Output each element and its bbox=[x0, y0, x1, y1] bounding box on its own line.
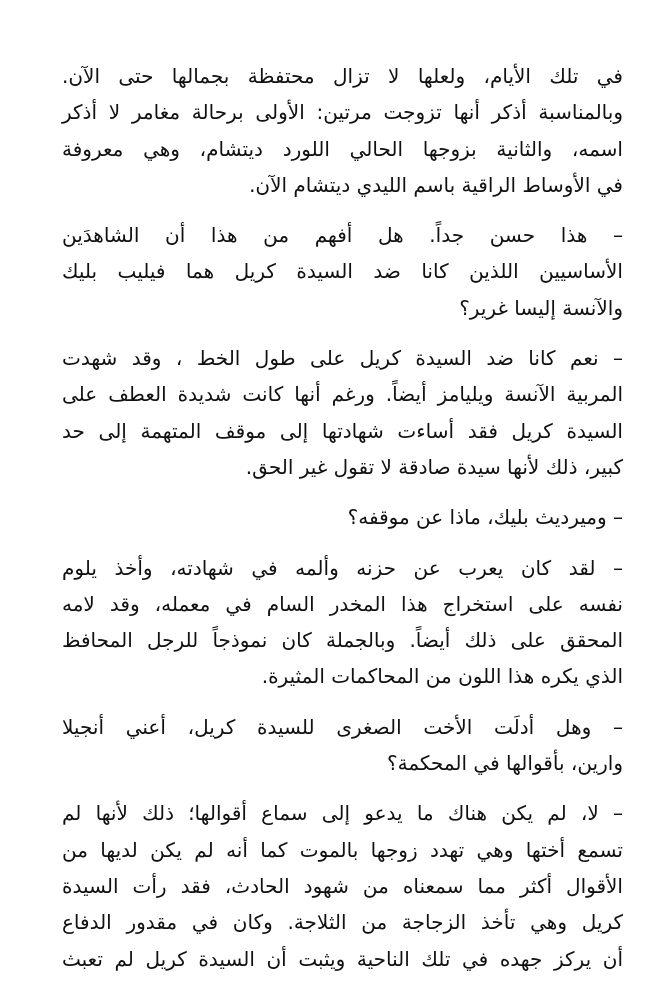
page-text bbox=[62, 58, 623, 991]
text-line: الأقوال أكثر مما سمعناه من شهود الحادث، فقد رأت السيدة bbox=[62, 873, 623, 898]
text-line: الأساسيين اللذين كانا ضد السيدة كريل هما فيليب بليك bbox=[62, 259, 623, 284]
text-line: – نعم كانا ضد السيدة كريل على طول الخط ، وقد شهدت bbox=[62, 346, 623, 371]
text-line: كبير، ذلك لأنها سيدة صادقة لا تقول غير الحق. bbox=[245, 454, 623, 479]
paragraph bbox=[62, 709, 623, 782]
text-line: المحقق على ذلك أيضاً. وبالجملة كان نموذجاً للرجل المحافظ bbox=[62, 628, 623, 653]
text-line: كريل وهي تأخذ الزجاجة من الثلاجة. وكان في مقدور الدفاع bbox=[62, 910, 623, 935]
text-line: تسمع أختها وهي تهدد زوجها بالموت كما أنه لم يكن لديها من bbox=[62, 837, 623, 862]
text-line: في الأوساط الراقية باسم الليدي ديتشام الآن. bbox=[249, 172, 623, 197]
text-line: – لا، لم يكن هناك ما يدعو إلى سماع أقوالها؛ ذلك لأنها لم bbox=[62, 801, 623, 826]
paragraph bbox=[62, 217, 623, 326]
paragraph bbox=[62, 795, 623, 976]
text-line: أن يركز جهده في تلك الناحية ويثبت أن السيدة كريل لم تعبث bbox=[62, 946, 623, 971]
text-line: الذي يكره هذا اللون من المحاكمات المثيرة. bbox=[261, 664, 623, 689]
text-line: المربية الآنسة ويليامز أيضاً. ورغم أنها كانت شديدة العطف على bbox=[62, 382, 623, 407]
text-line: في تلك الأيام، ولعلها لا تزال محتفظة بجمالها حتى الآن. bbox=[62, 64, 623, 88]
text-line: – وميرديث بليك، ماذا عن موقفه؟ bbox=[347, 505, 623, 530]
text-line: اسمه، والثانية بزوجها الحالي اللورد ديتشام، وهي معروفة bbox=[62, 136, 623, 161]
text-line: – وهل أدلَت الأخت الصغرى للسيدة كريل، أعني أنجيلا bbox=[62, 714, 623, 739]
paragraph bbox=[62, 58, 623, 203]
text-line: نفسه على استخراج هذا المخدر السام في معمله، وقد لامه bbox=[62, 591, 623, 616]
text-line: وبالمناسبة أذكر أنها تزوجت مرتين: الأولى برحالة مغامر لا أذكر bbox=[62, 100, 623, 125]
text-line: وارين، بأقوالها في المحكمة؟ bbox=[386, 751, 623, 776]
paragraph bbox=[62, 550, 623, 695]
paragraph bbox=[62, 499, 623, 535]
text-line: – لقد كان يعرب عن حزنه وألمه في شهادته، وأخذ يلوم bbox=[62, 555, 623, 580]
paragraph bbox=[62, 340, 623, 485]
text-line: – هذا حسن جداً. هل أفهم من هذا أن الشاهدَين bbox=[62, 223, 623, 248]
text-line: السيدة كريل فقد أساءت شهادتها إلى موقف المتهمة إلى حد bbox=[62, 418, 623, 443]
text-line: والآنسة إليسا غرير؟ bbox=[459, 295, 623, 320]
